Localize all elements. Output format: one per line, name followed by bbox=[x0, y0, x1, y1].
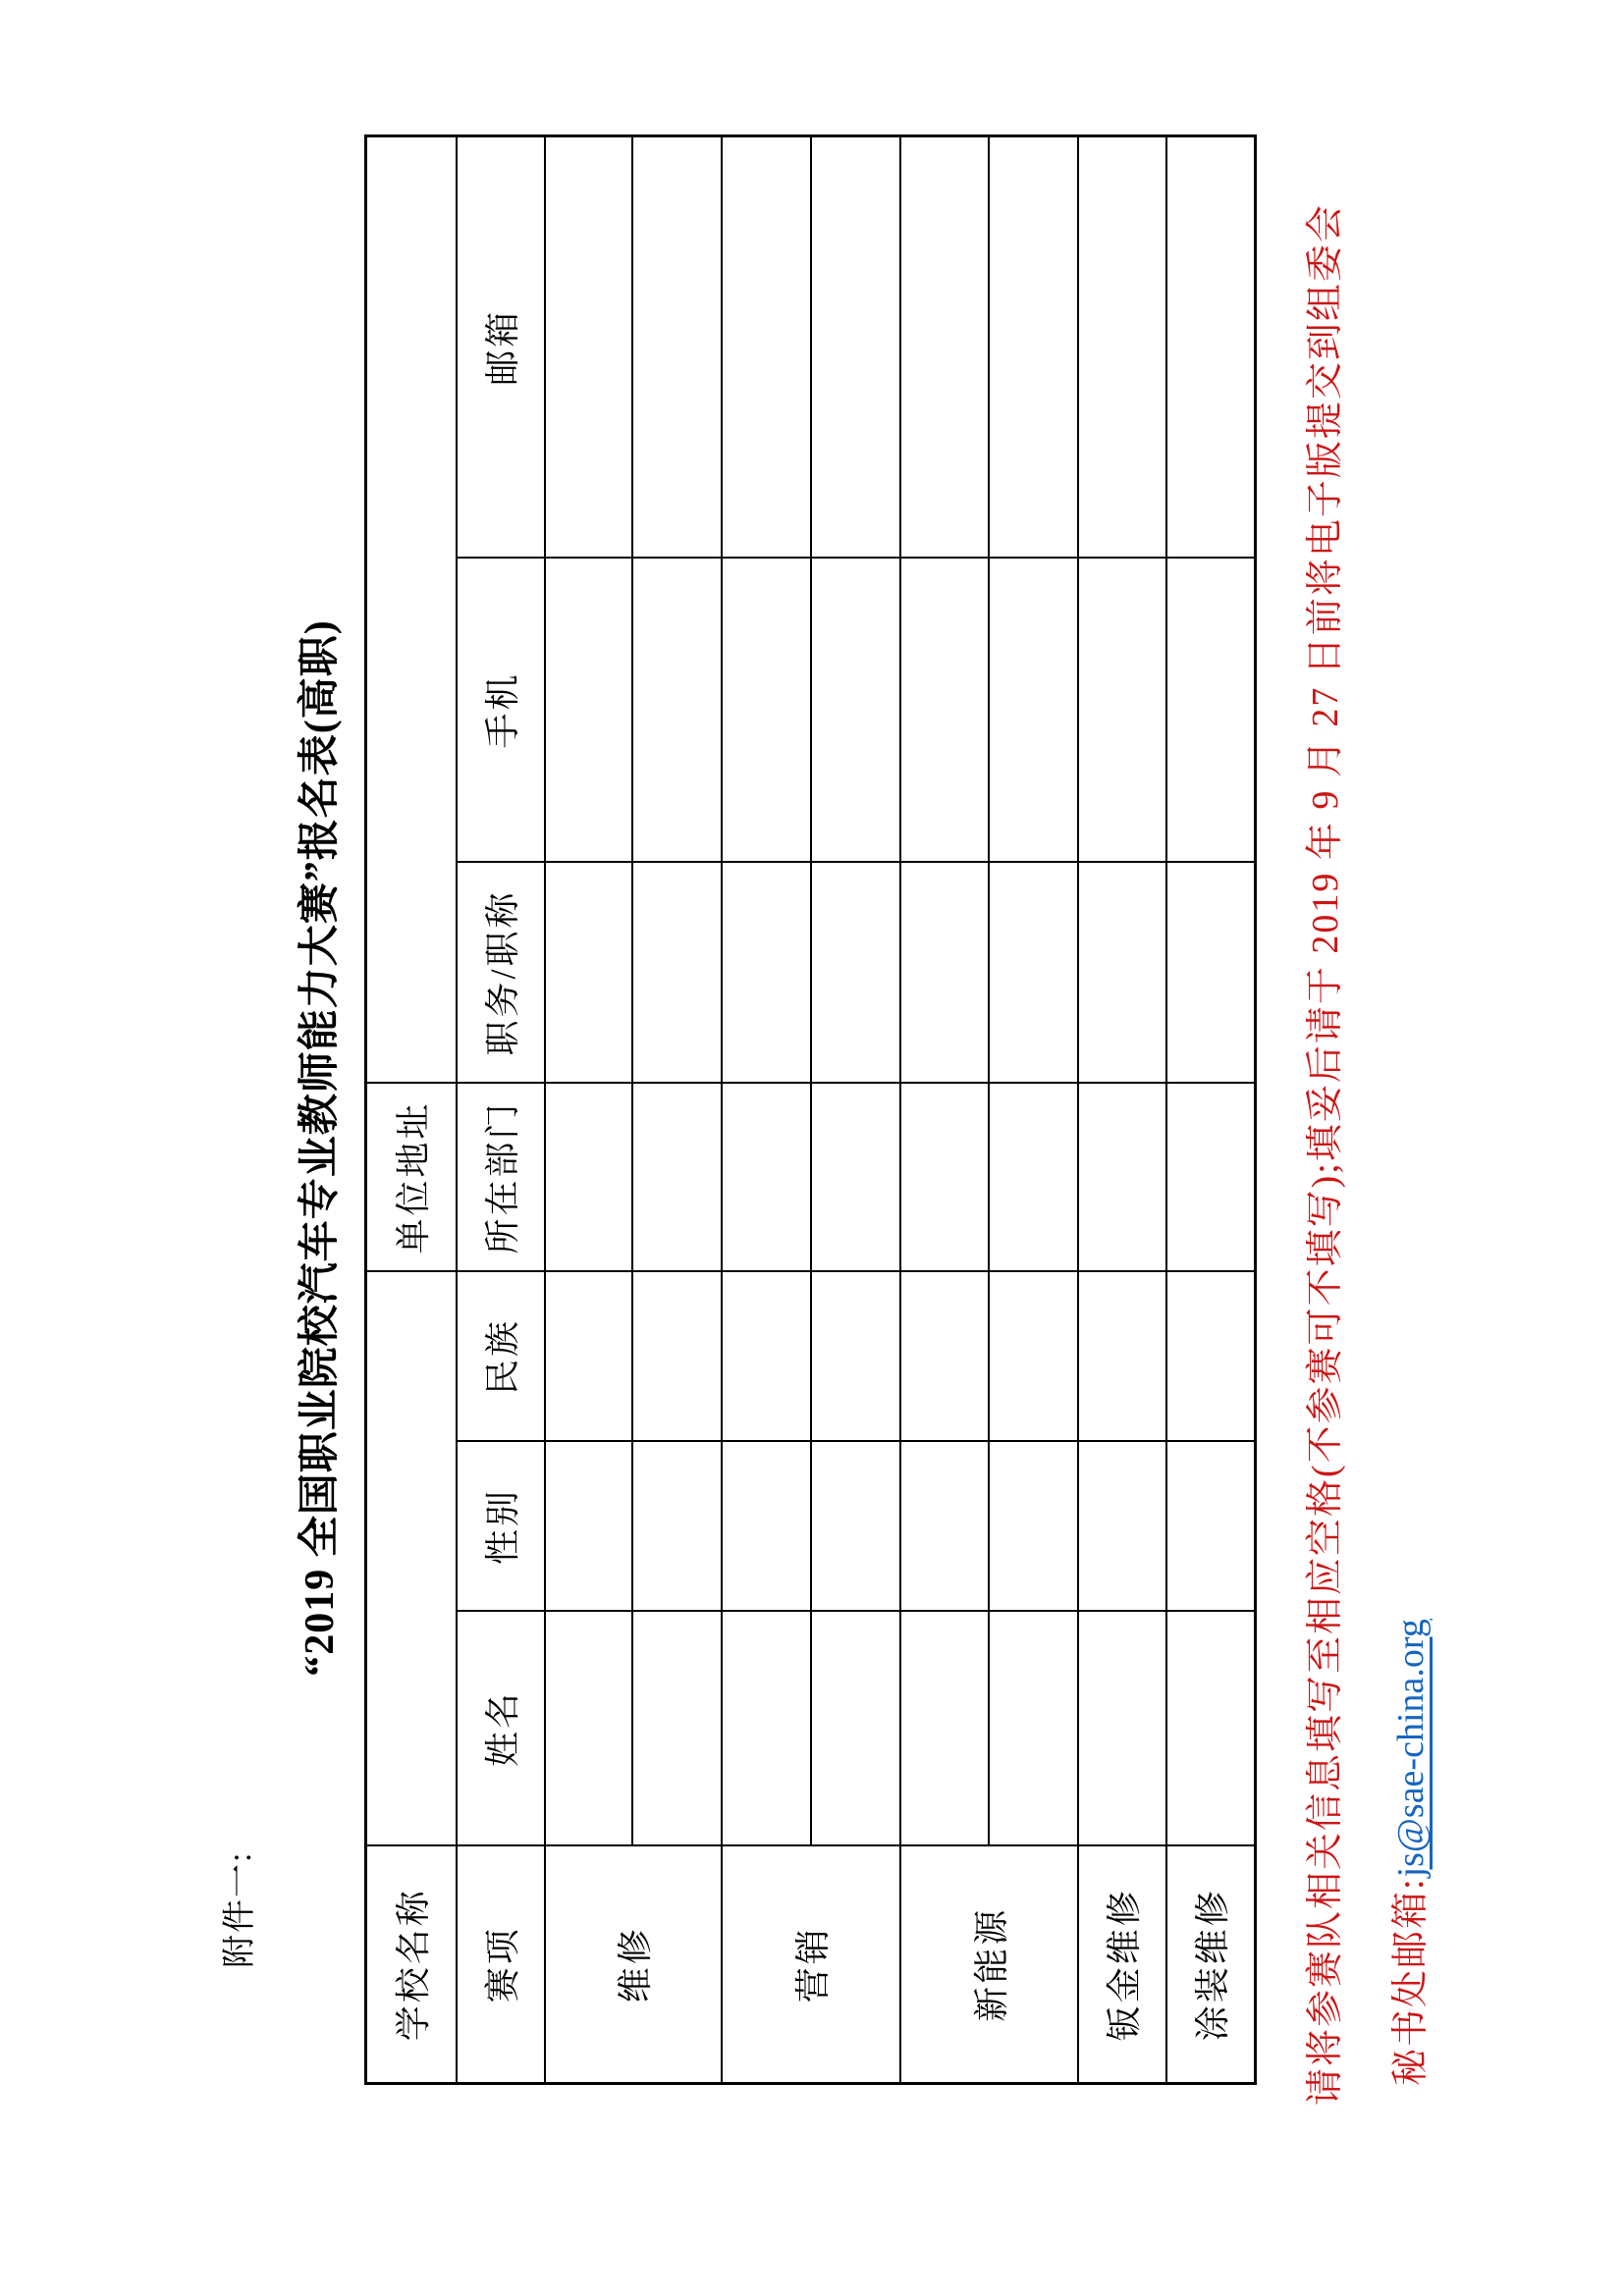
empty-cell bbox=[722, 1612, 811, 1846]
note-line-1: 请将参赛队相关信息填写至相应空格(不参赛可不填写);填妥后请于 2019 年 9 月 27 日前将电子版提交到组委会 bbox=[1305, 203, 1346, 2106]
event-label: 维修 bbox=[545, 1846, 722, 2084]
empty-cell bbox=[632, 136, 722, 559]
empty-cell bbox=[811, 136, 900, 559]
empty-cell bbox=[1166, 863, 1256, 1084]
empty-cell bbox=[811, 559, 900, 863]
empty-cell bbox=[722, 1442, 811, 1612]
header-ethnicity: 民族 bbox=[457, 1272, 545, 1442]
address-value-cell bbox=[366, 136, 457, 1084]
event-label: 营销 bbox=[722, 1846, 900, 2084]
header-position-title: 职务/职称 bbox=[457, 863, 545, 1084]
empty-cell bbox=[989, 1612, 1078, 1846]
empty-cell bbox=[900, 559, 989, 863]
empty-cell bbox=[632, 1272, 722, 1442]
empty-cell bbox=[545, 559, 632, 863]
empty-cell bbox=[989, 559, 1078, 863]
empty-cell bbox=[989, 1442, 1078, 1612]
empty-cell bbox=[1166, 1084, 1256, 1272]
empty-cell bbox=[1166, 1612, 1256, 1846]
empty-cell bbox=[1166, 136, 1256, 559]
empty-cell bbox=[989, 1272, 1078, 1442]
empty-cell bbox=[900, 1272, 989, 1442]
header-mobile: 手机 bbox=[457, 559, 545, 863]
empty-cell bbox=[900, 1084, 989, 1272]
header-unit-address: 单位地址 bbox=[366, 1084, 457, 1272]
empty-cell bbox=[900, 1612, 989, 1846]
empty-cell bbox=[1078, 559, 1166, 863]
registration-table bbox=[364, 134, 1257, 2085]
empty-cell bbox=[811, 1442, 900, 1612]
empty-cell bbox=[1166, 559, 1256, 863]
empty-cell bbox=[811, 1612, 900, 1846]
empty-cell bbox=[1078, 136, 1166, 559]
empty-cell bbox=[722, 136, 811, 559]
empty-cell bbox=[989, 863, 1078, 1084]
empty-cell bbox=[1078, 863, 1166, 1084]
header-school-name: 学校名称 bbox=[366, 1846, 457, 2084]
event-label: 涂装维修 bbox=[1166, 1846, 1256, 2084]
empty-cell bbox=[722, 1272, 811, 1442]
note-line-2-label: 秘书处邮箱: bbox=[1390, 1877, 1432, 2086]
school-name-value-cell bbox=[366, 1272, 457, 1846]
empty-cell bbox=[722, 863, 811, 1084]
empty-cell bbox=[722, 559, 811, 863]
empty-cell bbox=[1078, 1084, 1166, 1272]
empty-cell bbox=[811, 1084, 900, 1272]
event-label: 钣金维修 bbox=[1078, 1846, 1166, 2084]
event-label: 新能源 bbox=[900, 1846, 1078, 2084]
empty-cell bbox=[1078, 1442, 1166, 1612]
empty-cell bbox=[989, 136, 1078, 559]
empty-cell bbox=[1166, 1442, 1256, 1612]
empty-cell bbox=[545, 1084, 632, 1272]
empty-cell bbox=[1078, 1272, 1166, 1442]
header-name: 姓名 bbox=[457, 1612, 545, 1846]
empty-cell bbox=[1078, 1612, 1166, 1846]
empty-cell bbox=[632, 1612, 722, 1846]
doc-title: “2019 全国职业院校汽车专业教师能力大赛”报名表(高职) bbox=[298, 619, 343, 1677]
header-email: 邮箱 bbox=[457, 136, 545, 559]
empty-cell bbox=[811, 1272, 900, 1442]
note-line-2 bbox=[1380, 1619, 1434, 2086]
empty-cell bbox=[545, 1272, 632, 1442]
attachment-label: 附件一: bbox=[222, 1850, 258, 1968]
empty-cell bbox=[632, 1084, 722, 1272]
empty-cell bbox=[900, 136, 989, 559]
header-gender: 性别 bbox=[457, 1442, 545, 1612]
empty-cell bbox=[545, 1442, 632, 1612]
empty-cell bbox=[811, 863, 900, 1084]
empty-cell bbox=[900, 1442, 989, 1612]
header-event: 赛项 bbox=[457, 1846, 545, 2084]
empty-cell bbox=[632, 863, 722, 1084]
empty-cell bbox=[632, 559, 722, 863]
empty-cell bbox=[632, 1442, 722, 1612]
empty-cell bbox=[722, 1084, 811, 1272]
empty-cell bbox=[545, 136, 632, 559]
empty-cell bbox=[545, 1612, 632, 1846]
empty-cell bbox=[545, 863, 632, 1084]
email-link[interactable]: js@sae-china.org bbox=[1390, 1619, 1432, 1878]
empty-cell bbox=[1166, 1272, 1256, 1442]
empty-cell bbox=[900, 863, 989, 1084]
empty-cell bbox=[989, 1084, 1078, 1272]
header-department: 所在部门 bbox=[457, 1084, 545, 1272]
